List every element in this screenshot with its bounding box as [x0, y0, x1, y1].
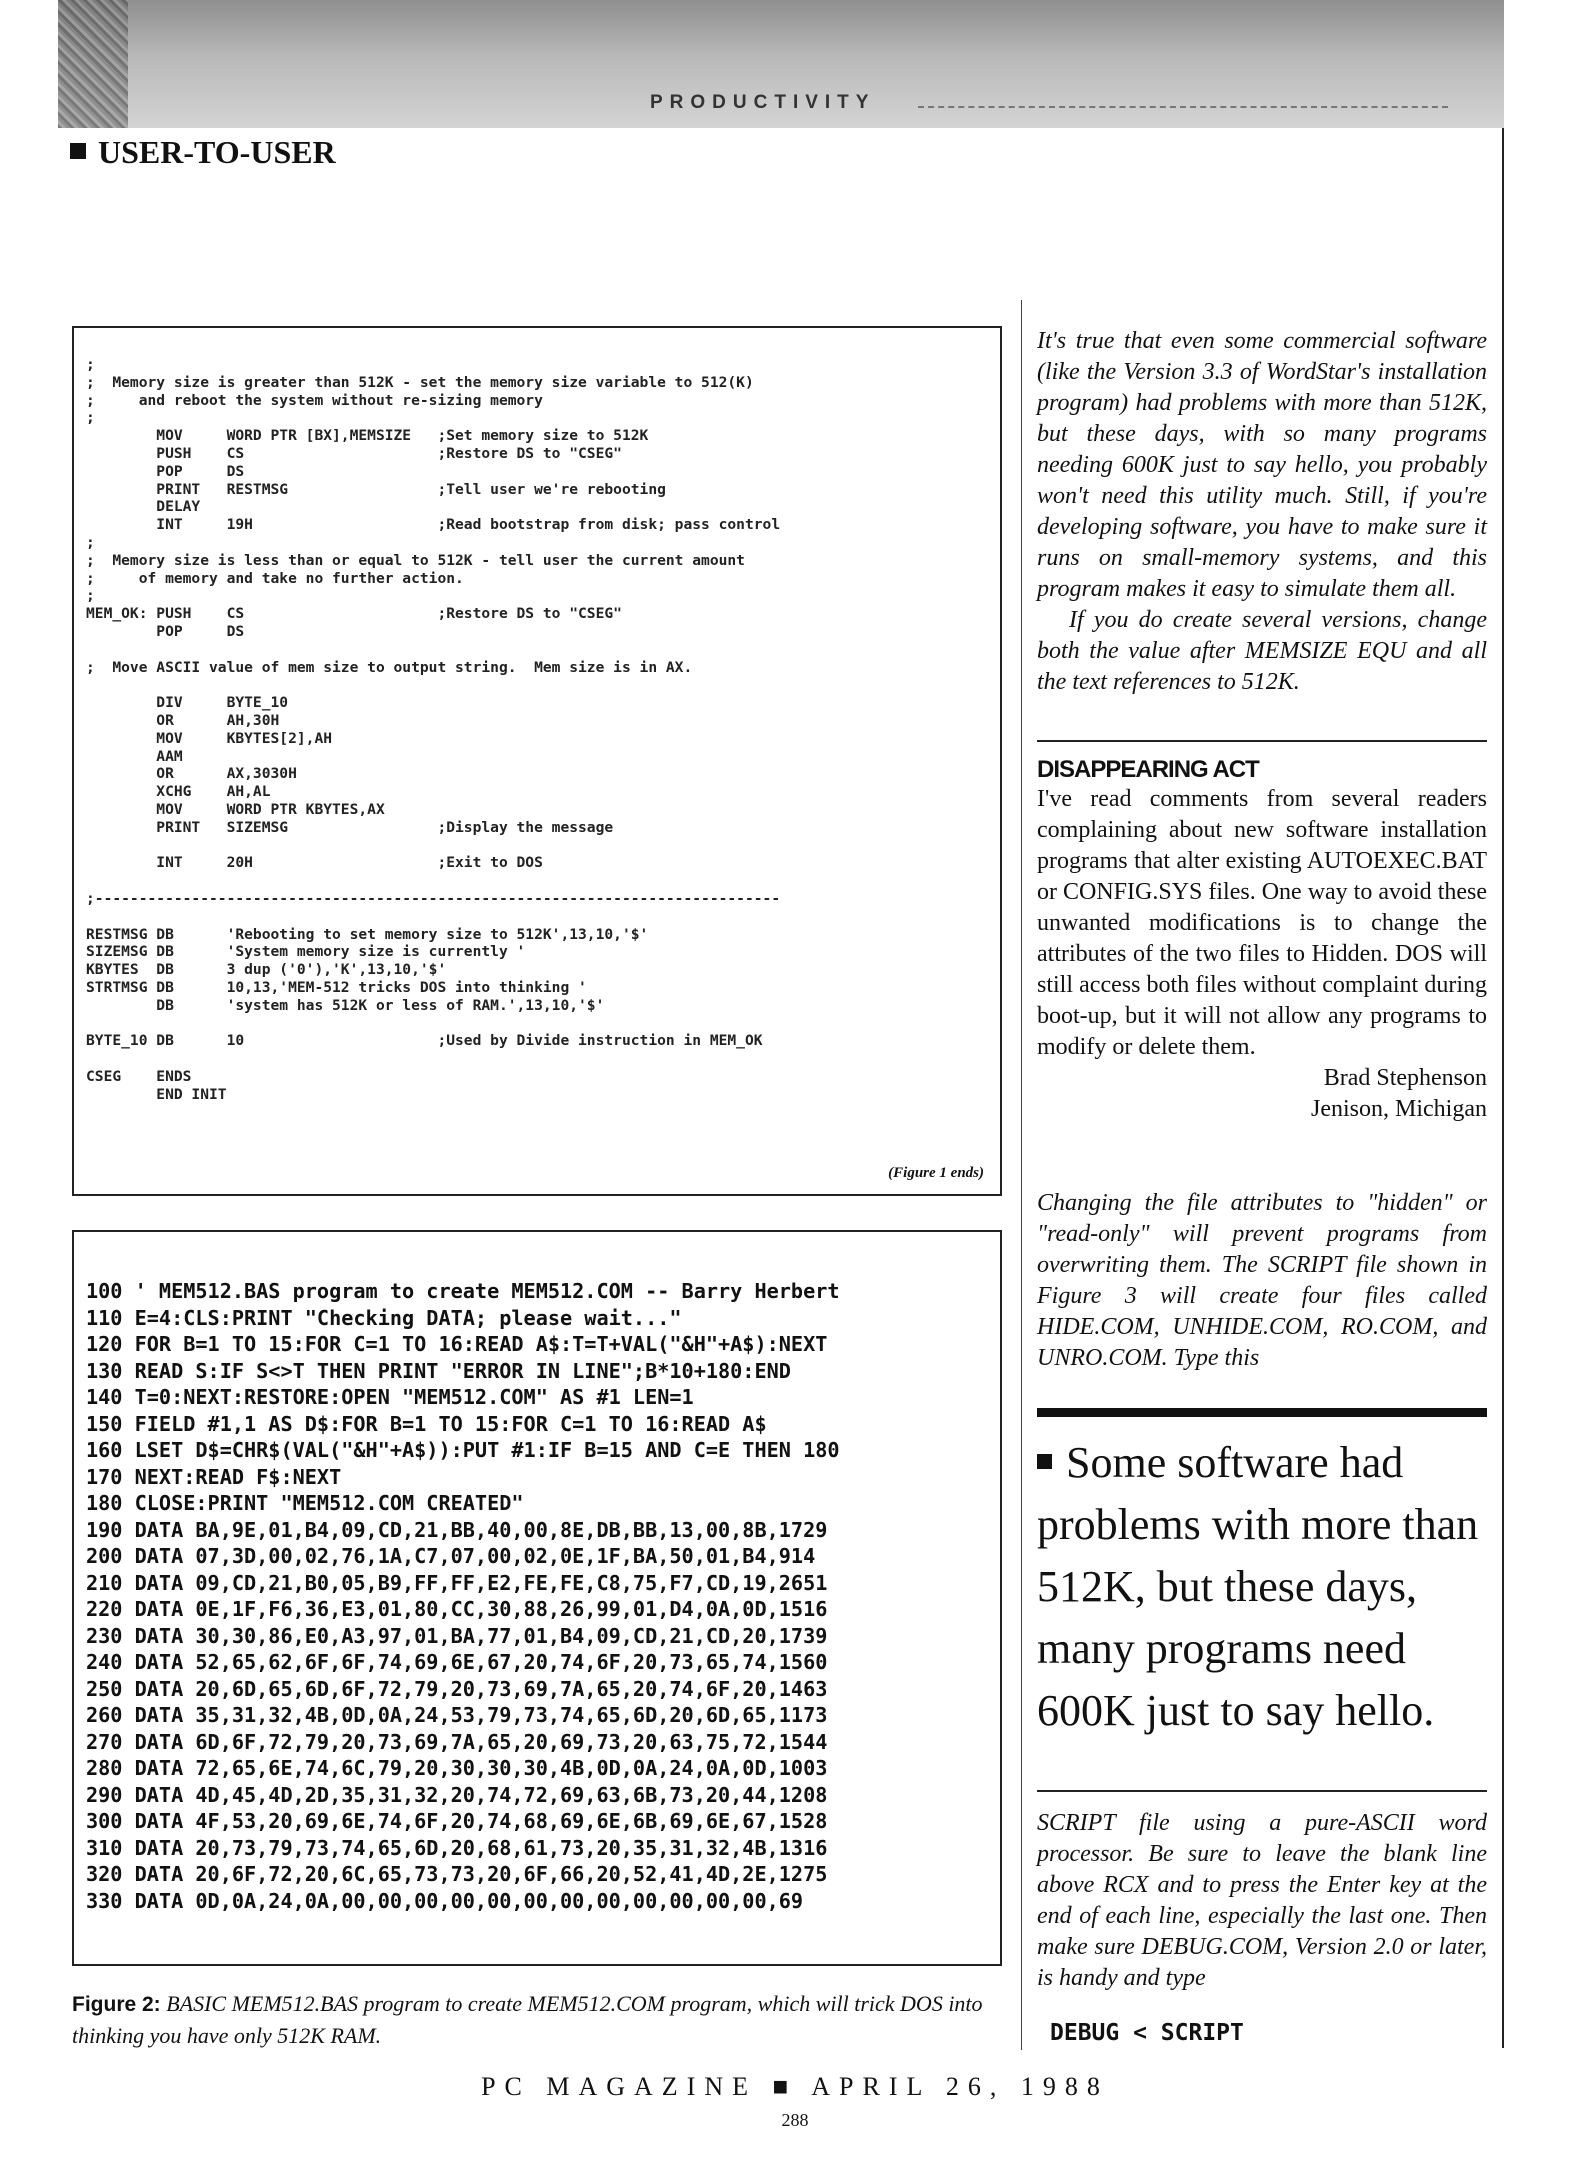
- dos-command: DEBUG < SCRIPT: [1050, 2020, 1244, 2046]
- tip-heading: DISAPPEARING ACT: [1037, 756, 1259, 783]
- figure-1-code: ; ; Memory size is greater than 512K - set the memory size variable to 512(K) ; and reboot the system without re-sizing memory ; MOV WORD PTR [BX],MEMSIZE ;Set memory size to 512K PUSH CS ;Restore DS to "CSEG" POP DS PRINT RESTMSG ;Tell user we're rebooting DELAY INT 19H ;Read bootstrap from disk; pass control ; ; Memory size is less than or equal to 512K - tell user the current amount ; of memory and take no further action. ; MEM_OK: PUSH CS ;Restore DS to "CSEG" POP DS ; Move ASCII value of mem size to output string. Mem size is in AX. DIV BYTE_10 OR AH,30H MOV KBYTES[2],AH AAM OR AX,3030H XCHG AH,AL MOV WORD PTR KBYTES,AX PRINT SIZEMSG ;Display the message INT 20H ;Exit to DOS ;------------------------------------------------------------------------------ RESTMSG DB 'Rebooting to set memory size to 512K',13,10,'$' SIZEMSG DB 'System memory size is currently ' KBYTES DB 3 dup ('0'),'K',13,10,'$' STRTMSG DB 10,13,'MEM-512 tricks DOS into thinking ' DB 'system has 512K or less of RAM.',13,10,'$' BYTE_10 DB 10 ;Used by Divide instruction in MEM_OK CSEG ENDS END INIT: [86, 356, 781, 1103]
- right-column-bottom: [1037, 1808, 1487, 1994]
- bullet-square-icon: [70, 143, 86, 159]
- column-title-text: USER-TO-USER: [98, 134, 336, 170]
- right-column-top: [1037, 326, 1487, 698]
- figure-2-caption-label: Figure 2:: [72, 1993, 161, 2016]
- script-paragraph: SCRIPT file using a pure-ASCII word processor. Be sure to leave the blank line above RCX and to press the Enter key at the end of each line, especially the last one. Then make sure DEBUG.COM, Version 2.0 or later, is handy and type: [1037, 1810, 1487, 1991]
- tip-location: Jenison, Michigan: [1311, 1096, 1487, 1122]
- section-label: PRODUCTIVITY: [650, 92, 876, 113]
- header-rule: [918, 106, 1448, 108]
- pullquote-top-rule: [1037, 1408, 1487, 1417]
- column-title: [70, 134, 336, 171]
- figure-1-box: [72, 326, 1002, 1196]
- header-texture: [58, 0, 128, 128]
- response-paragraph: Changing the file attributes to "hidden" or "read-only" will prevent programs from overwriting them. The SCRIPT file shown in Figure 3 will create four files called HIDE.COM, UNHIDE.COM, RO.COM, and UNRO.COM. Type this: [1037, 1190, 1487, 1371]
- bullet-square-icon: [1037, 1454, 1052, 1469]
- editor-note-paragraph: It's true that even some commercial software (like the Version 3.3 of WordStar's installation program) had problems with more than 512K, but these days, with so many programs needing 600K just to say hello, you probably won't need this utility much. Still, if you're developing software, you have to make sure it runs on small-memory systems, and this program makes it easy to simulate them all.: [1037, 328, 1487, 602]
- figure-2-box: [72, 1230, 1002, 1966]
- tip-body: I've read comments from several readers complaining about new software installation programs that alter existing AUTOEXEC.BAT or CONFIG.SYS files. One way to avoid these unwanted modifications is to change the attributes of the two files to Hidden. DOS will still access both files without complaint during boot-up, but it will not allow any programs to modify or delete them.: [1037, 786, 1487, 1060]
- page-number: 288: [781, 2110, 809, 2130]
- page-right-rule: [1502, 128, 1504, 2048]
- tip-author: Brad Stephenson: [1323, 1065, 1487, 1091]
- right-column-response: [1037, 1188, 1487, 1374]
- figure-1-end-note: (Figure 1 ends): [888, 1165, 984, 1181]
- figure-2-caption: [72, 1988, 1002, 2051]
- column-divider: [1021, 300, 1022, 2050]
- pull-quote: [1037, 1432, 1487, 1742]
- figure-2-caption-text: BASIC MEM512.BAS program to create MEM512.COM program, which will trick DOS into thinking you have only 512K RAM.: [72, 1991, 983, 2048]
- pull-quote-text: Some software had problems with more than 512K, but these days, many programs need 600K just to say hello.: [1037, 1438, 1479, 1735]
- section-rule: [1037, 740, 1487, 742]
- pullquote-bottom-rule: [1037, 1790, 1487, 1792]
- right-column-tip: [1037, 756, 1487, 1125]
- editor-note-paragraph-2: If you do create several versions, change both the value after MEMSIZE EQU and all the text references to 512K.: [1037, 607, 1487, 695]
- figure-2-code: 100 ' MEM512.BAS program to create MEM512.COM -- Barry Herbert 110 E=4:CLS:PRINT "Checking DATA; please wait..." 120 FOR B=1 TO 15:FOR C=1 TO 16:READ A$:T=T+VAL("&H"+A$):NEXT 130 READ S:IF S<>T THEN PRINT "ERROR IN LINE";B*10+180:END 140 T=0:NEXT:RESTORE:OPEN "MEM512.COM" AS #1 LEN=1 150 FIELD #1,1 AS D$:FOR B=1 TO 15:FOR C=1 TO 16:READ A$ 160 LSET D$=CHR$(VAL("&H"+A$)):PUT #1:IF B=15 AND C=E THEN 180 170 NEXT:READ F$:NEXT 180 CLOSE:PRINT "MEM512.COM CREATED" 190 DATA BA,9E,01,B4,09,CD,21,BB,40,00,8E,DB,BB,13,00,8B,1729 200 DATA 07,3D,00,02,76,1A,C7,07,00,02,0E,1F,BA,50,01,B4,914 210 DATA 09,CD,21,B0,05,B9,FF,FF,E2,FE,FE,C8,75,F7,CD,19,2651 220 DATA 0E,1F,F6,36,E3,01,80,CC,30,88,26,99,01,D4,0A,0D,1516 230 DATA 30,30,86,E0,A3,97,01,BA,77,01,B4,09,CD,21,CD,20,1739 240 DATA 52,65,62,6F,6F,74,69,6E,67,20,74,6F,20,73,65,74,1560 250 DATA 20,6D,65,6D,6F,72,79,20,73,69,7A,65,20,74,6F,20,1463 260 DATA 35,31,32,4B,0D,0A,24,53,79,73,74,65,6D,20,6D,65,1173 270 DATA 6D,6F,72,79,20,73,69,7A,65,20,69,73,20,63,75,72,1544 280 DATA 72,65,6E,74,6C,79,20,30,30,30,4B,0D,0A,24,0A,0D,1003 290 DATA 4D,45,4D,2D,35,31,32,20,74,72,69,63,6B,73,20,44,1208 300 DATA 4F,53,20,69,6E,74,6F,20,74,68,69,6E,6B,69,6E,67,1528 310 DATA 20,73,79,73,74,65,6D,20,68,61,73,20,35,31,32,4B,1316 320 DATA 20,6F,72,20,6C,65,73,73,20,6F,66,20,52,41,4D,2E,1275 330 DATA 0D,0A,24,0A,00,00,00,00,00,00,00,00,00,00,00,00,69: [86, 1279, 840, 1913]
- footer-masthead: PC MAGAZINE ■ APRIL 26, 1988: [481, 2072, 1109, 2101]
